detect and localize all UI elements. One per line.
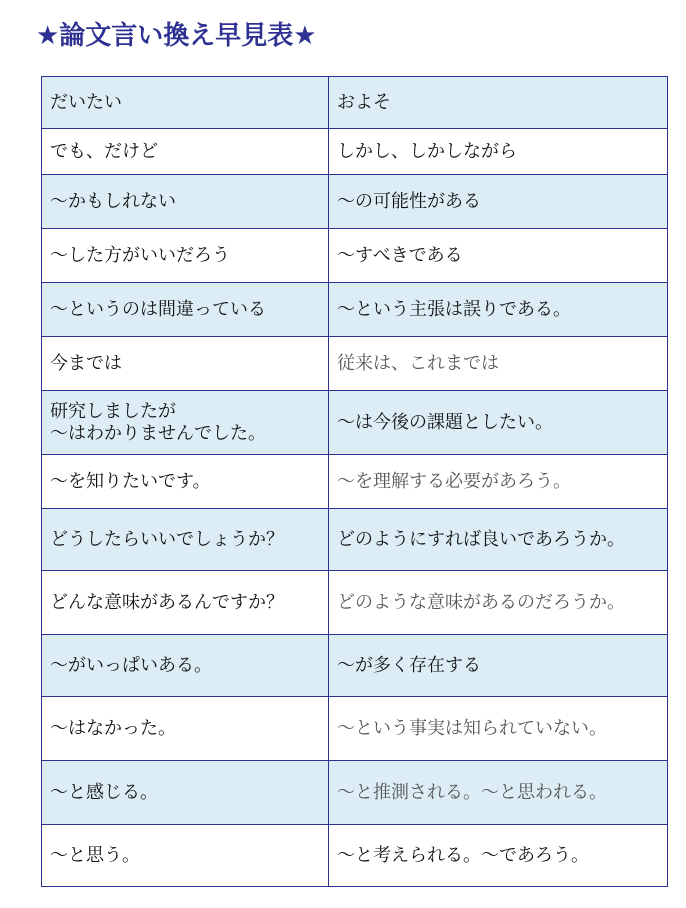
page-title: ★論文言い換え早見表★ — [36, 21, 317, 51]
casual-expression-cell: どんな意味があるんですか？ — [42, 571, 329, 635]
formal-expression-cell: ～という事実は知られていない。 — [329, 697, 668, 761]
table-row — [42, 337, 668, 391]
formal-expression-cell: しかし、しかしながら — [329, 129, 668, 175]
casual-expression-cell: でも、だけど — [42, 129, 329, 175]
casual-expression-cell: どうしたらいいでしょうか？ — [42, 509, 329, 571]
casual-expression-cell: 研究しましたが ～はわかりませんでした。 — [42, 391, 329, 455]
formal-expression-cell: ～と考えられる。～であろう。 — [329, 825, 668, 887]
formal-expression-cell: どのような意味があるのだろうか。 — [329, 571, 668, 635]
table-row — [42, 229, 668, 283]
table-row — [42, 761, 668, 825]
table-row — [42, 509, 668, 571]
table-row — [42, 391, 668, 455]
formal-expression-cell: ～は今後の課題としたい。 — [329, 391, 668, 455]
table-row — [42, 455, 668, 509]
casual-expression-cell: だいたい — [42, 77, 329, 129]
table-row — [42, 571, 668, 635]
casual-expression-cell: ～はなかった。 — [42, 697, 329, 761]
table-row — [42, 175, 668, 229]
table-row — [42, 697, 668, 761]
formal-expression-cell: ～と推測される。～と思われる。 — [329, 761, 668, 825]
formal-expression-cell: ～が多く存在する — [329, 635, 668, 697]
table-row — [42, 635, 668, 697]
paraphrase-table — [41, 76, 668, 887]
casual-expression-cell: ～と感じる。 — [42, 761, 329, 825]
casual-expression-cell: ～というのは間違っている — [42, 283, 329, 337]
table-row — [42, 77, 668, 129]
casual-expression-cell: 今までは — [42, 337, 329, 391]
formal-expression-cell: ～という主張は誤りである。 — [329, 283, 668, 337]
casual-expression-cell: ～した方がいいだろう — [42, 229, 329, 283]
casual-expression-cell: ～を知りたいです。 — [42, 455, 329, 509]
table-row — [42, 129, 668, 175]
formal-expression-cell: ～の可能性がある — [329, 175, 668, 229]
table-row — [42, 825, 668, 887]
casual-expression-cell: ～と思う。 — [42, 825, 329, 887]
formal-expression-cell: 従来は、これまでは — [329, 337, 668, 391]
formal-expression-cell: ～を理解する必要があろう。 — [329, 455, 668, 509]
casual-expression-cell: ～かもしれない — [42, 175, 329, 229]
table-row — [42, 283, 668, 337]
formal-expression-cell: およそ — [329, 77, 668, 129]
formal-expression-cell: ～すべきである — [329, 229, 668, 283]
formal-expression-cell: どのようにすれば良いであろうか。 — [329, 509, 668, 571]
casual-expression-cell: ～がいっぱいある。 — [42, 635, 329, 697]
